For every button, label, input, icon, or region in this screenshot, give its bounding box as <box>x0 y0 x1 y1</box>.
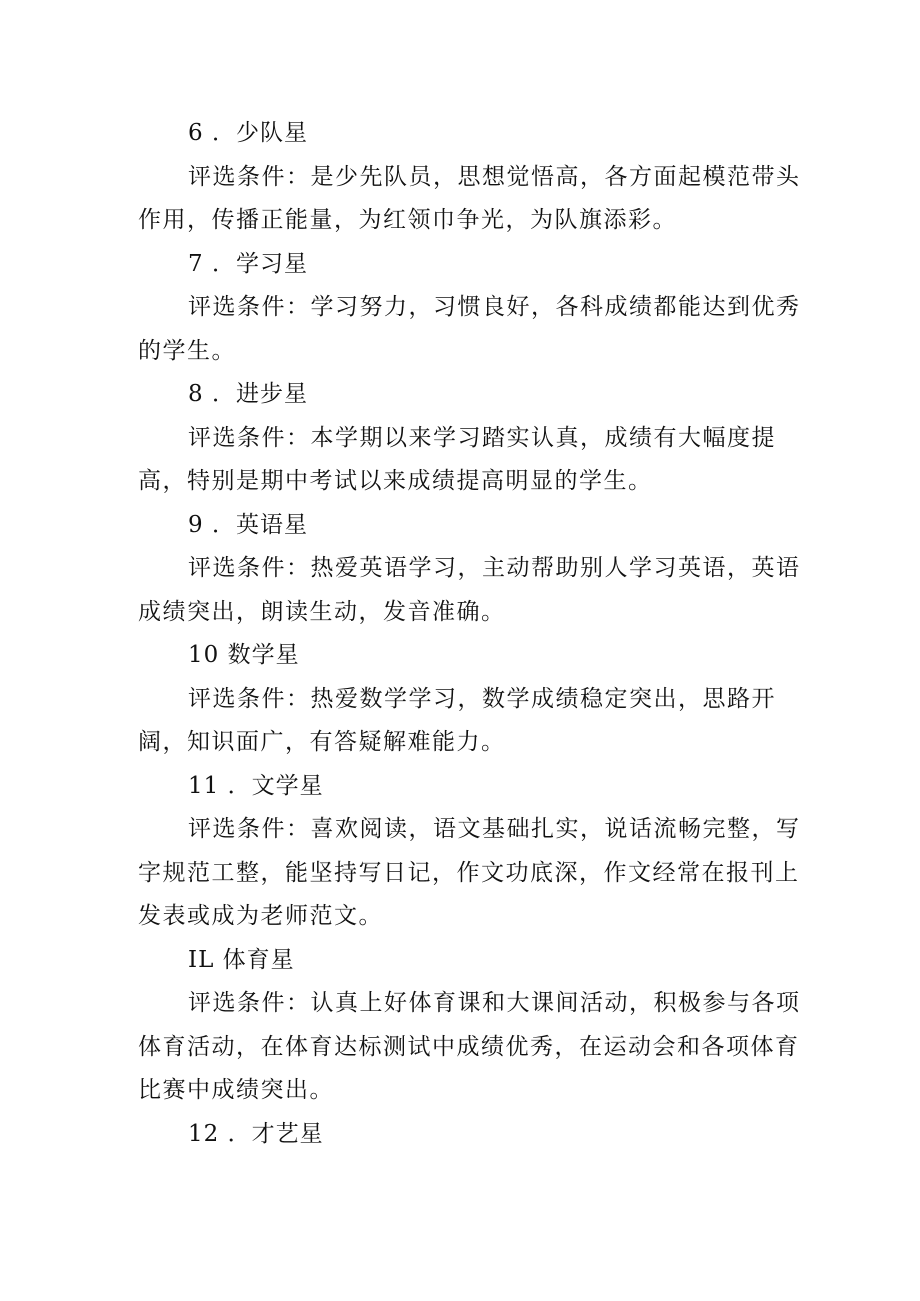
heading-caiyixing: 12 ．才艺星 <box>188 1120 324 1147</box>
heading-shuxuexing: 10 数学星 <box>188 642 300 668</box>
criteria-wenxuexing-line-3: 发表或成为老师范文。 <box>138 903 383 929</box>
criteria-jinbuxing-line-2: 高，特别是期中考试以来成绩提高明显的学生。 <box>138 468 653 494</box>
criteria-tiyuxing-line-1: 评选条件：认真上好体育课和大课间活动，积极参与各项 <box>188 990 801 1016</box>
criteria-shuxuexing-line-1: 评选条件：热爱数学学习，数学成绩稳定突出，思路开 <box>188 685 776 712</box>
criteria-tiyuxing-line-2: 体育活动，在体育达标测试中成绩优秀，在运动会和各项体育 <box>138 1033 800 1060</box>
criteria-xuexixing-line-2: 的学生。 <box>138 337 236 364</box>
criteria-shaoduixing-line-2: 作用，传播正能量，为红领巾争光，为队旗添彩。 <box>138 207 677 233</box>
heading-jinbuxing: 8 ．进步星 <box>188 381 308 407</box>
criteria-shuxuexing-line-2: 阔，知识面广，有答疑解难能力。 <box>138 729 506 755</box>
heading-yingyuxing: 9 ．英语星 <box>188 511 308 538</box>
heading-tiyuxing: IL 体育星 <box>188 946 295 973</box>
criteria-shaoduixing-line-1: 评选条件：是少先队员，思想觉悟高，各方面起模范带头 <box>188 163 801 190</box>
criteria-wenxuexing-line-1: 评选条件：喜欢阅读，语文基础扎实，说话流畅完整，写 <box>188 816 801 842</box>
heading-shaoduixing: 6 ．少队星 <box>188 120 308 146</box>
criteria-xuexixing-line-1: 评选条件：学习努力，习惯良好，各科成绩都能达到优秀 <box>188 294 801 320</box>
heading-xuexixing: 7 ．学习星 <box>188 250 308 277</box>
criteria-wenxuexing-line-2: 字规范工整，能坚持写日记，作文功底深，作文经常在报刊上 <box>138 859 800 886</box>
document-body <box>138 112 801 1156</box>
criteria-jinbuxing-line-1: 评选条件：本学期以来学习踏实认真，成绩有大幅度提 <box>188 424 776 451</box>
heading-wenxuexing: 11 ．文学星 <box>188 772 324 799</box>
criteria-yingyuxing-line-2: 成绩突出，朗读生动，发音准确。 <box>138 598 506 625</box>
criteria-yingyuxing-line-1: 评选条件：热爱英语学习，主动帮助别人学习英语，英语 <box>188 555 801 581</box>
criteria-tiyuxing-line-3: 比赛中成绩突出。 <box>138 1077 334 1103</box>
